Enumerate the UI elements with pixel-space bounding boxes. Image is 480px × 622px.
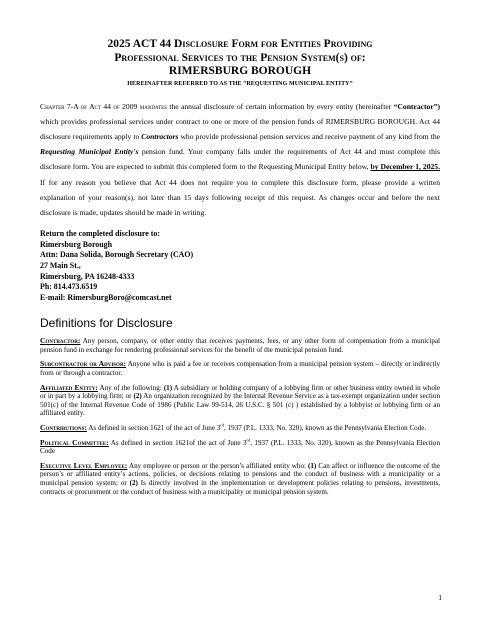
intro-text-c: who provide professional pension services and receive payment of any kind from the (178, 131, 440, 141)
affiliated-text-a: Any of the following: (97, 383, 164, 392)
intro-contractors-word: Contractors (141, 131, 179, 141)
intro-chapter-ref: Chapter 7-A of Act 44 of 2009 mandates (40, 101, 167, 111)
affiliated-text-b: A subsidiary or holding company of a lobbying firm or other business entity owned in whole or in part by a lobbying firm; or (40, 383, 440, 401)
page-number: 1 (438, 593, 442, 602)
executive-text-c: Is directly involved in the implementation or development policies relating to pensions, investments, contracts or procurement or the conduct of business with a municipality or municipal pension system. (40, 479, 440, 496)
intro-deadline: by December 1, 2025. (370, 162, 440, 172)
title-line-3: RIMERSBURG BOROUGH (168, 65, 312, 77)
contributions-text-a: As defined in section 1621 of the act of June 3 (86, 424, 221, 433)
intro-text-e: If for any reason you believe that Act 44 does not require you to complete this disclosure form, please provide a written explanation of your reason(s), not later than 15 days following receipt of this request. As changes occur and before the next disclosure is made, updates should be made in writing. (40, 177, 440, 217)
definitions-heading: Definitions for Disclosure (40, 316, 173, 331)
political-sup: rd (246, 437, 251, 443)
intro-paragraph (40, 99, 440, 221)
contact-line-street: 27 Main St., (40, 260, 81, 270)
contact-line-return: Return the completed disclosure to: (40, 229, 160, 239)
title-line-2: Professional Services to the Pension System(s) of: (114, 51, 366, 64)
contact-line-org: Rimersburg Borough (40, 239, 112, 249)
contact-block (40, 229, 440, 303)
term-executive-employee: Executive Level Employee: (40, 460, 128, 470)
executive-text-a: Any employee or person or the person’s affiliated entity who: (127, 461, 309, 470)
contact-line-email: E-mail: RimersburgBoro@comcast.net (40, 292, 172, 302)
executive-num-2: (2) (129, 479, 138, 487)
term-contributions: Contributions: (40, 423, 87, 433)
intro-requesting-entity: Requesting Municipal Entity's (40, 147, 139, 157)
political-text-b: , 1937 (P.L. 1333, No. 320), known as the Pennsylvania Election Code (40, 438, 440, 456)
contributions-text-b: , 1937 (P.L. 1333, No. 320), known as the Pennsylvania Election Code. (224, 424, 427, 433)
contact-line-city: Rimersburg, PA 16248-4333 (40, 271, 135, 281)
intro-text-a: the annual disclosure of certain information by every entity (hereinafter (166, 101, 394, 111)
term-contractor: Contractor: (40, 336, 81, 346)
definition-contractor (40, 337, 440, 354)
definition-affiliated-entity (40, 384, 440, 418)
term-political-committee: Political Committee: (40, 437, 109, 447)
definition-contributions (40, 424, 440, 433)
definition-political-committee (40, 439, 440, 456)
term-affiliated-entity: Affiliated Entity: (40, 382, 98, 392)
document-header (40, 38, 440, 87)
executive-text-b: Can affect or influence the outcome of the person’s or affiliated entity’s actions, policies, or decisions relating to pensions and the conduct of business with a municipality or a municipal pension system; or (40, 461, 440, 487)
definition-subcontractor-text: Anyone who is paid a fee or receives compensation from a municipal pension system – directly or indirectly from or through a contractor. (40, 360, 441, 378)
definition-executive-employee (40, 462, 440, 496)
subtitle: HEREINAFTER REFERRED TO AS THE “REQUESTING MUNICIPAL ENTITY” (127, 80, 353, 87)
intro-contractor-quote: “Contractor”) (393, 101, 441, 111)
affiliated-num-1: (1) (163, 383, 173, 392)
political-text-a: As defined in section 1621of the act of June 3 (108, 438, 247, 447)
title-line-1: 2025 ACT 44 Disclosure Form for Entities Providing (107, 38, 373, 50)
term-subcontractor: Subcontractor or Advisor: (40, 359, 127, 369)
affiliated-text-c: An organization recognized by the Internal Revenue Service as a tax-exempt organization under section 501(c) of the Internal Revenue Code of 1986 (Public Law 99-514, 26 U.S.C. § 501 (c) ) established by a lobbyist or lobbying firm or an affiliated entity. (40, 392, 440, 418)
contact-line-attn: Attn: Dana Solida, Borough Secretary (CAO) (40, 250, 194, 260)
intro-text-d: pension fund. Your company falls under the requirements of Act 44 and must complete this disclosure form. You are expected to submit this completed form to the Requesting Municipal Entity below, (40, 147, 440, 172)
contributions-sup: rd (220, 422, 225, 428)
definition-subcontractor (40, 360, 440, 377)
affiliated-num-2: (2) (133, 392, 142, 401)
executive-num-1: (1) (308, 461, 317, 470)
intro-text-b: which provides professional services under contract to one or more of the pension funds of RIMERSBURG BOROUGH. Act 44 disclosure requirements apply to (40, 116, 440, 141)
contact-line-phone: Ph: 814.473.6519 (40, 282, 98, 292)
definition-contractor-text: Any person, company, or other entity that receives payments, fees, or any other form of compensation from a municipal pension fund in exchange for rendering professional services for the benefit of the municipal pension fund. (40, 337, 440, 354)
